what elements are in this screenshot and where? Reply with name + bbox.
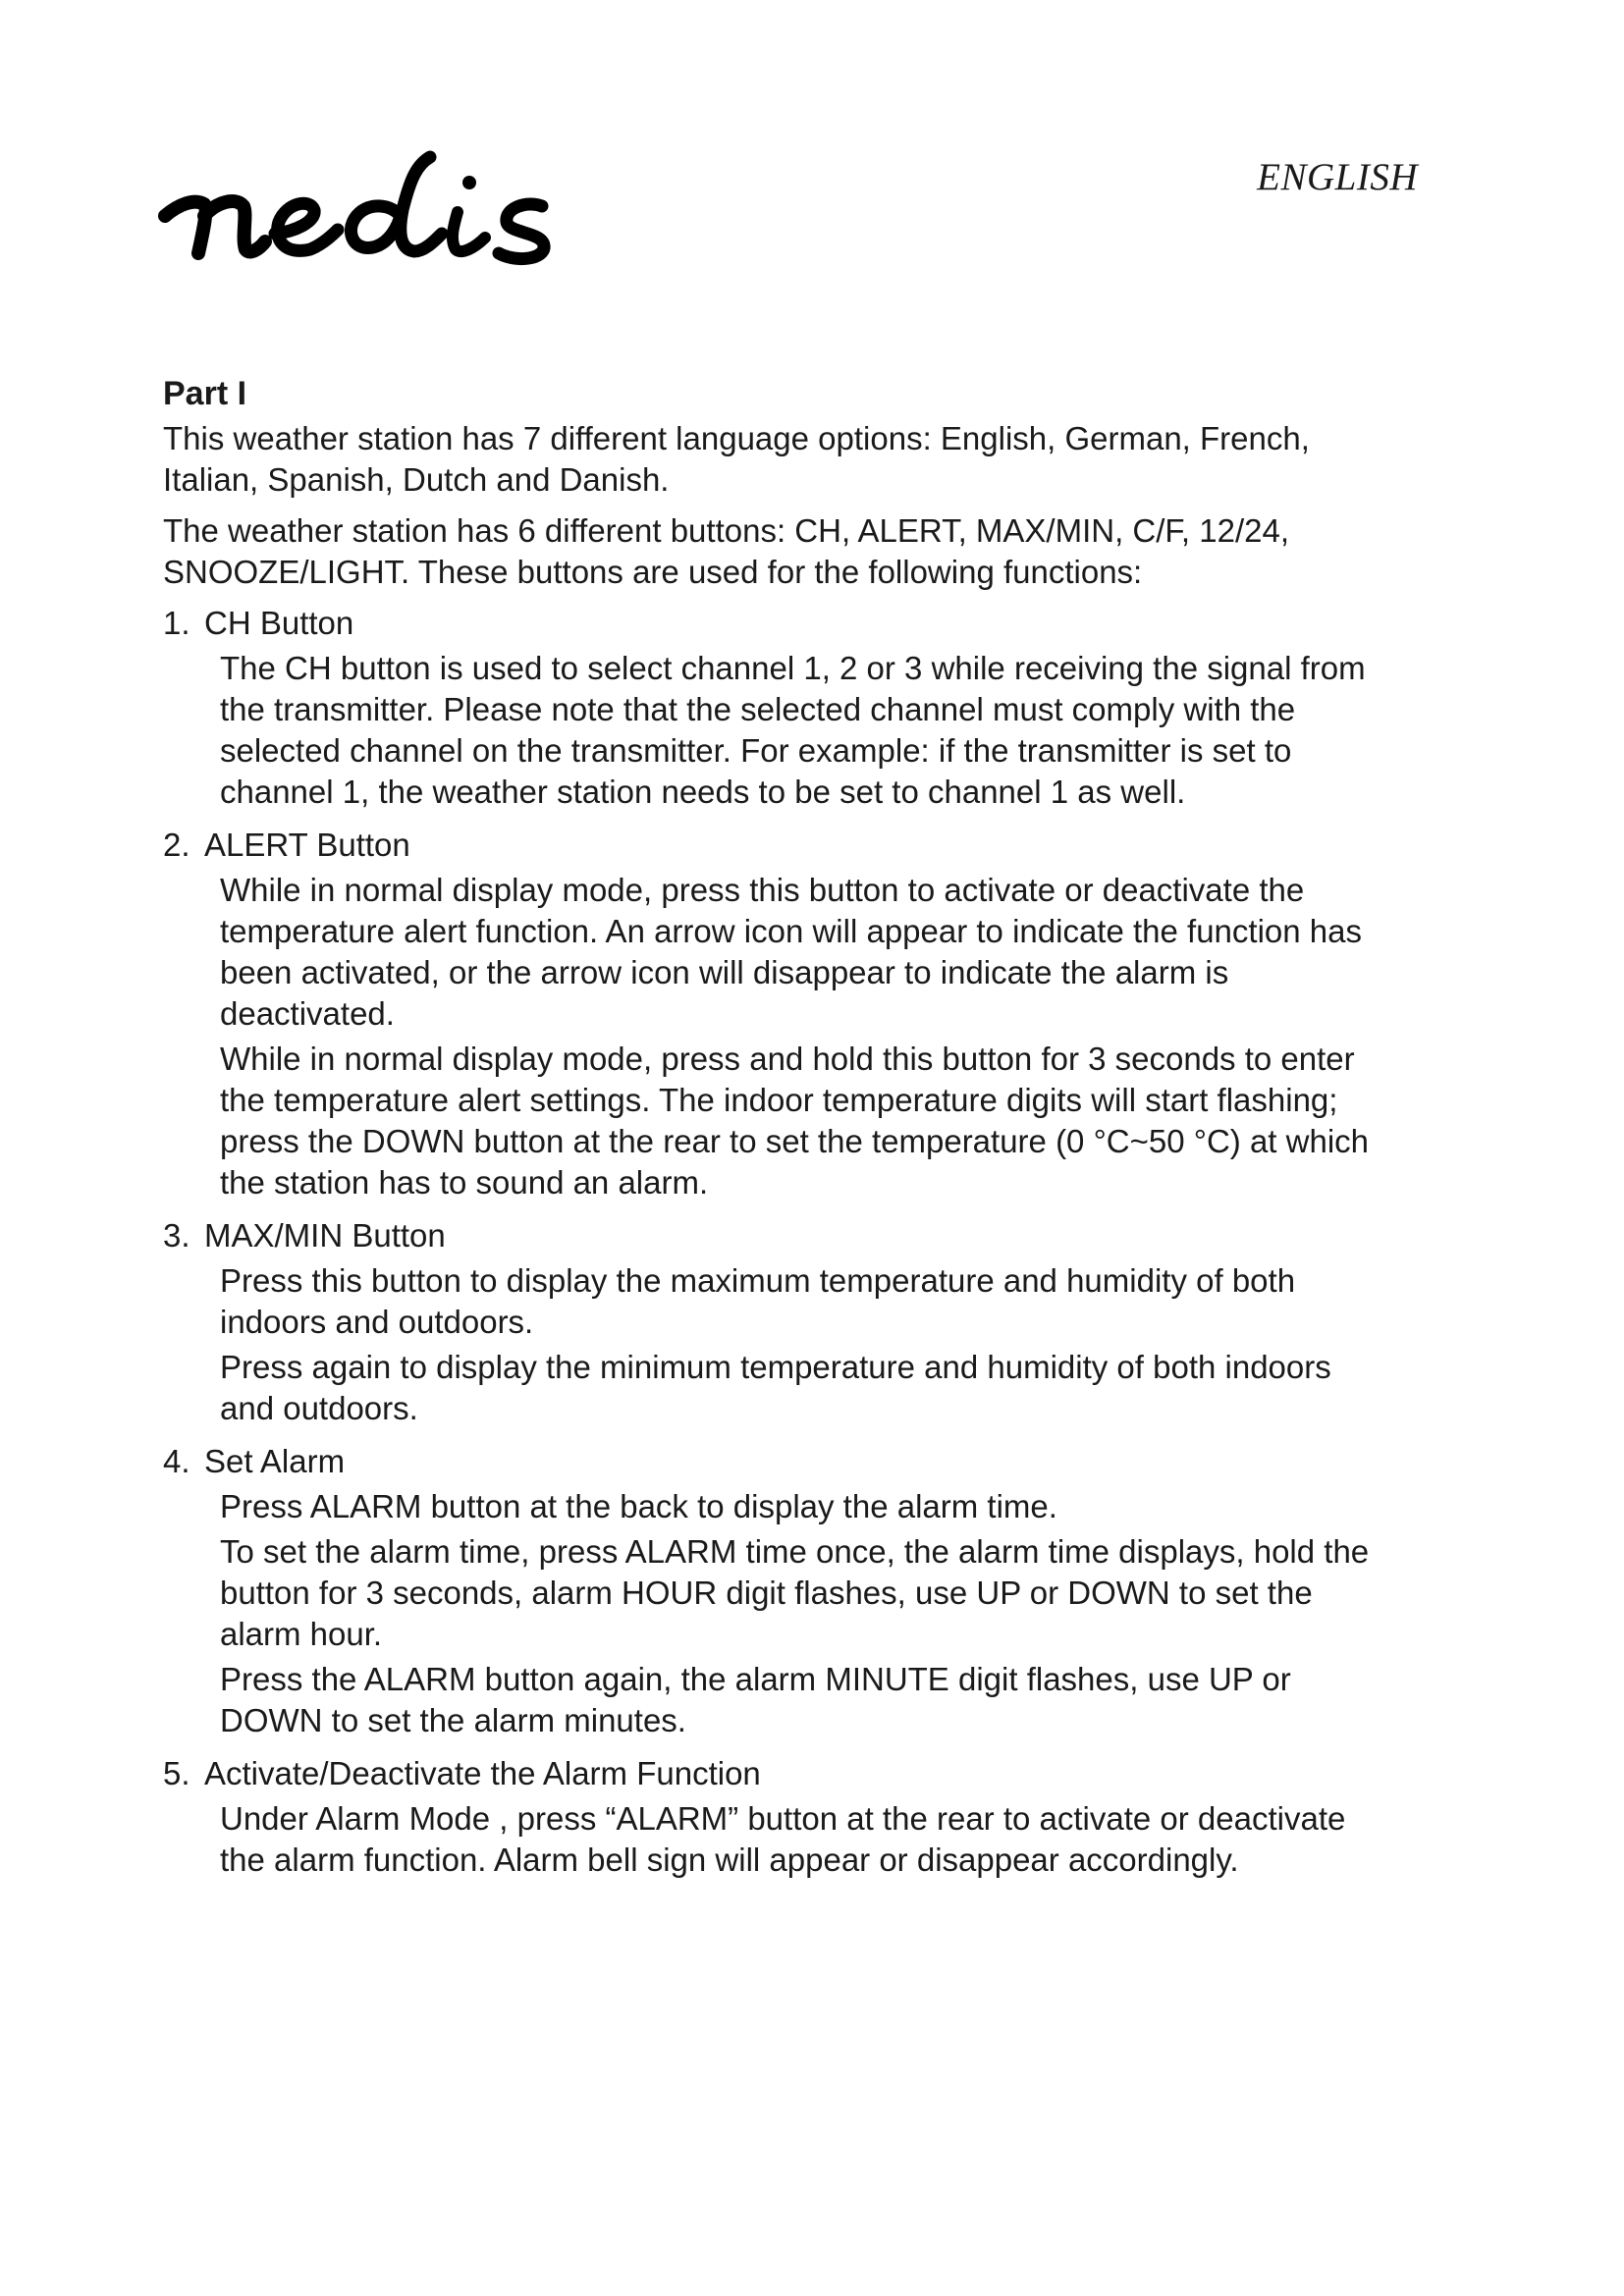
intro-paragraph-1: This weather station has 7 different language options: English, German, French, Italian, Spanish, Dutch and Danish. bbox=[163, 420, 1310, 498]
section-paragraph: Press again to display the minimum temperature and humidity of both indoors and outdoors. bbox=[220, 1349, 1331, 1426]
section-heading: Set Alarm bbox=[204, 1443, 346, 1479]
section-heading: CH Button bbox=[204, 605, 354, 641]
section-number: 3. bbox=[163, 1217, 190, 1254]
section-number: 5. bbox=[163, 1755, 190, 1791]
part-title: Part I bbox=[163, 375, 247, 412]
section-number: 4. bbox=[163, 1443, 190, 1479]
section-activate-alarm bbox=[163, 1753, 1390, 1881]
section-paragraph: Press this button to display the maximum temperature and humidity of both indoors and outdoors. bbox=[220, 1262, 1296, 1340]
section-paragraph: While in normal display mode, press and hold this button for 3 seconds to enter the temperature alert settings. The indoor temperature digits will start flashing; press the DOWN button at the rear to set the temperature (0 °C~50 °C) at which the station has to sound an alarm. bbox=[220, 1041, 1370, 1201]
section-ch-button bbox=[163, 603, 1390, 813]
language-label: ENGLISH bbox=[1257, 156, 1418, 198]
section-paragraph: Press ALARM button at the back to display the alarm time. bbox=[220, 1488, 1057, 1524]
nedis-logo bbox=[157, 147, 609, 275]
section-heading: ALERT Button bbox=[204, 827, 410, 863]
section-number: 2. bbox=[163, 827, 190, 863]
document-body bbox=[163, 373, 1390, 1893]
section-paragraph: To set the alarm time, press ALARM time once, the alarm time displays, hold the button for 3 seconds, alarm HOUR digit flashes, use UP or DOWN to set the alarm hour. bbox=[220, 1533, 1370, 1652]
intro-paragraph-2: The weather station has 6 different buttons: CH, ALERT, MAX/MIN, C/F, 12/24, SNOOZE/LIGHT. These buttons are used for the following functions: bbox=[163, 512, 1290, 590]
function-list bbox=[163, 603, 1390, 1881]
section-heading: Activate/Deactivate the Alarm Function bbox=[204, 1755, 761, 1791]
section-paragraph: Press the ALARM button again, the alarm MINUTE digit flashes, use UP or DOWN to set the alarm minutes. bbox=[220, 1661, 1291, 1738]
section-heading: MAX/MIN Button bbox=[204, 1217, 446, 1254]
section-set-alarm bbox=[163, 1441, 1390, 1741]
section-max-min-button bbox=[163, 1215, 1390, 1429]
section-alert-button bbox=[163, 825, 1390, 1203]
section-paragraph: While in normal display mode, press this button to activate or deactivate the temperature alert function. An arrow icon will appear to indicate the function has been activated, or the arrow icon will disappear to indicate the alarm is deactivated. bbox=[220, 872, 1362, 1032]
section-paragraph: Under Alarm Mode , press “ALARM” button at the rear to activate or deactivate the alarm function. Alarm bell sign will appear or disappear accordingly. bbox=[220, 1800, 1346, 1878]
section-paragraph: The CH button is used to select channel 1, 2 or 3 while receiving the signal from the transmitter. Please note that the selected channel must comply with the selected channel on the transmitter. For example: if the transmitter is set to channel 1, the weather station needs to be set to channel 1 as well. bbox=[220, 650, 1366, 810]
section-number: 1. bbox=[163, 605, 190, 641]
